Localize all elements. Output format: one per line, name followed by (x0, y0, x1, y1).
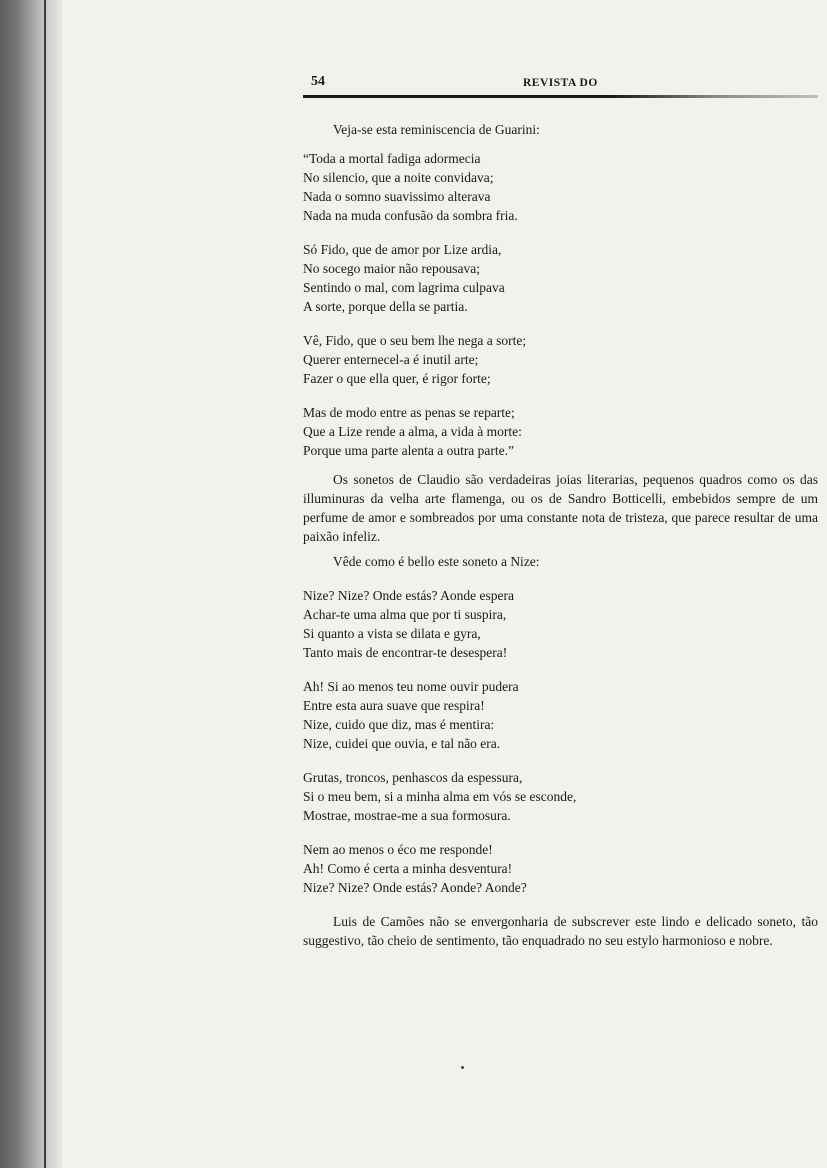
body-text (303, 120, 818, 950)
nize-stanza-4 (303, 840, 818, 897)
verse-line: Si quanto a vista se dilata e gyra, (303, 626, 481, 641)
verse-line: Que a Lize rende a alma, a vida à morte: (303, 424, 522, 439)
verse-line: No socego maior não repousava; (303, 261, 480, 276)
verse-line: Querer enternecel-a é inutil arte; (303, 352, 479, 367)
guarini-stanza-1 (303, 149, 818, 225)
verse-line: Mas de modo entre as penas se reparte; (303, 405, 515, 420)
verse-line: Nize? Nize? Onde estás? Aonde espera (303, 588, 515, 603)
verse-line: Só Fido, que de amor por Lize ardia, (303, 242, 502, 257)
ink-speck (461, 1066, 464, 1069)
header-rule (303, 95, 818, 98)
verse-line: Achar-te uma alma que por ti suspira, (303, 607, 507, 622)
verse-line: Nize, cuido que diz, mas é mentira: (303, 717, 495, 732)
intro-line: Veja-se esta reminiscencia de Guarini: (333, 122, 540, 137)
binding-line (44, 0, 46, 1168)
nize-stanza-1 (303, 586, 818, 662)
verse-line: Ah! Si ao menos teu nome ouvir pudera (303, 679, 519, 694)
verse-line: Si o meu bem, si a minha alma em vós se esconde, (303, 789, 577, 804)
verse-line: “Toda a mortal fadiga adormecia (303, 151, 481, 166)
verse-line: A sorte, porque della se partia. (303, 299, 468, 314)
book-gutter-shadow (0, 0, 62, 1168)
paragraph-claudio-sonnets: Os sonetos de Claudio são verdadeiras joias literarias, pequenos quadros como os das illuminuras da velha arte flamenga, ou os de Sandro Botticelli, embebidos sempre de um perfume de amor e sombreados por uma constante nota de tristeza, que parece resultar de uma paixão infeliz. (303, 472, 818, 544)
verse-line: Nem ao menos o éco me responde! (303, 842, 493, 857)
guarini-stanza-3 (303, 331, 818, 388)
guarini-stanza-4 (303, 403, 818, 460)
verse-line: Porque uma parte alenta a outra parte.” (303, 443, 515, 458)
verse-line: Entre esta aura suave que respira! (303, 698, 485, 713)
verse-line: Tanto mais de encontrar-te desespera! (303, 645, 508, 660)
verse-line: Nize? Nize? Onde estás? Aonde? Aonde? (303, 880, 527, 895)
paragraph-nize-intro: Vêde como é bello este soneto a Nize: (333, 554, 540, 569)
verse-line: Nize, cuidei que ouvia, e tal não era. (303, 736, 501, 751)
verse-line: Mostrae, mostrae-me a sua formosura. (303, 808, 511, 823)
guarini-stanza-2 (303, 240, 818, 316)
verse-line: No silencio, que a noite convidava; (303, 170, 494, 185)
verse-line: Nada o somno suavissimo alterava (303, 189, 491, 204)
page-number: 54 (311, 74, 325, 89)
nize-stanza-3 (303, 768, 818, 825)
verse-line: Grutas, troncos, penhascos da espessura, (303, 770, 523, 785)
paragraph-camoes: Luis de Camões não se envergonharia de subscrever este lindo e delicado soneto, tão suggestivo, tão cheio de sentimento, tão enquadrado no seu estylo harmonioso e nobre. (303, 914, 818, 948)
verse-line: Vê, Fido, que o seu bem lhe nega a sorte; (303, 333, 527, 348)
verse-line: Fazer o que ella quer, é rigor forte; (303, 371, 491, 386)
verse-line: Ah! Como é certa a minha desventura! (303, 861, 513, 876)
verse-line: Sentindo o mal, com lagrima culpava (303, 280, 505, 295)
verse-line: Nada na muda confusão da sombra fria. (303, 208, 518, 223)
page-content (303, 70, 818, 950)
nize-stanza-2 (303, 677, 818, 753)
running-head (303, 70, 818, 92)
journal-title: REVISTA DO (523, 77, 598, 89)
